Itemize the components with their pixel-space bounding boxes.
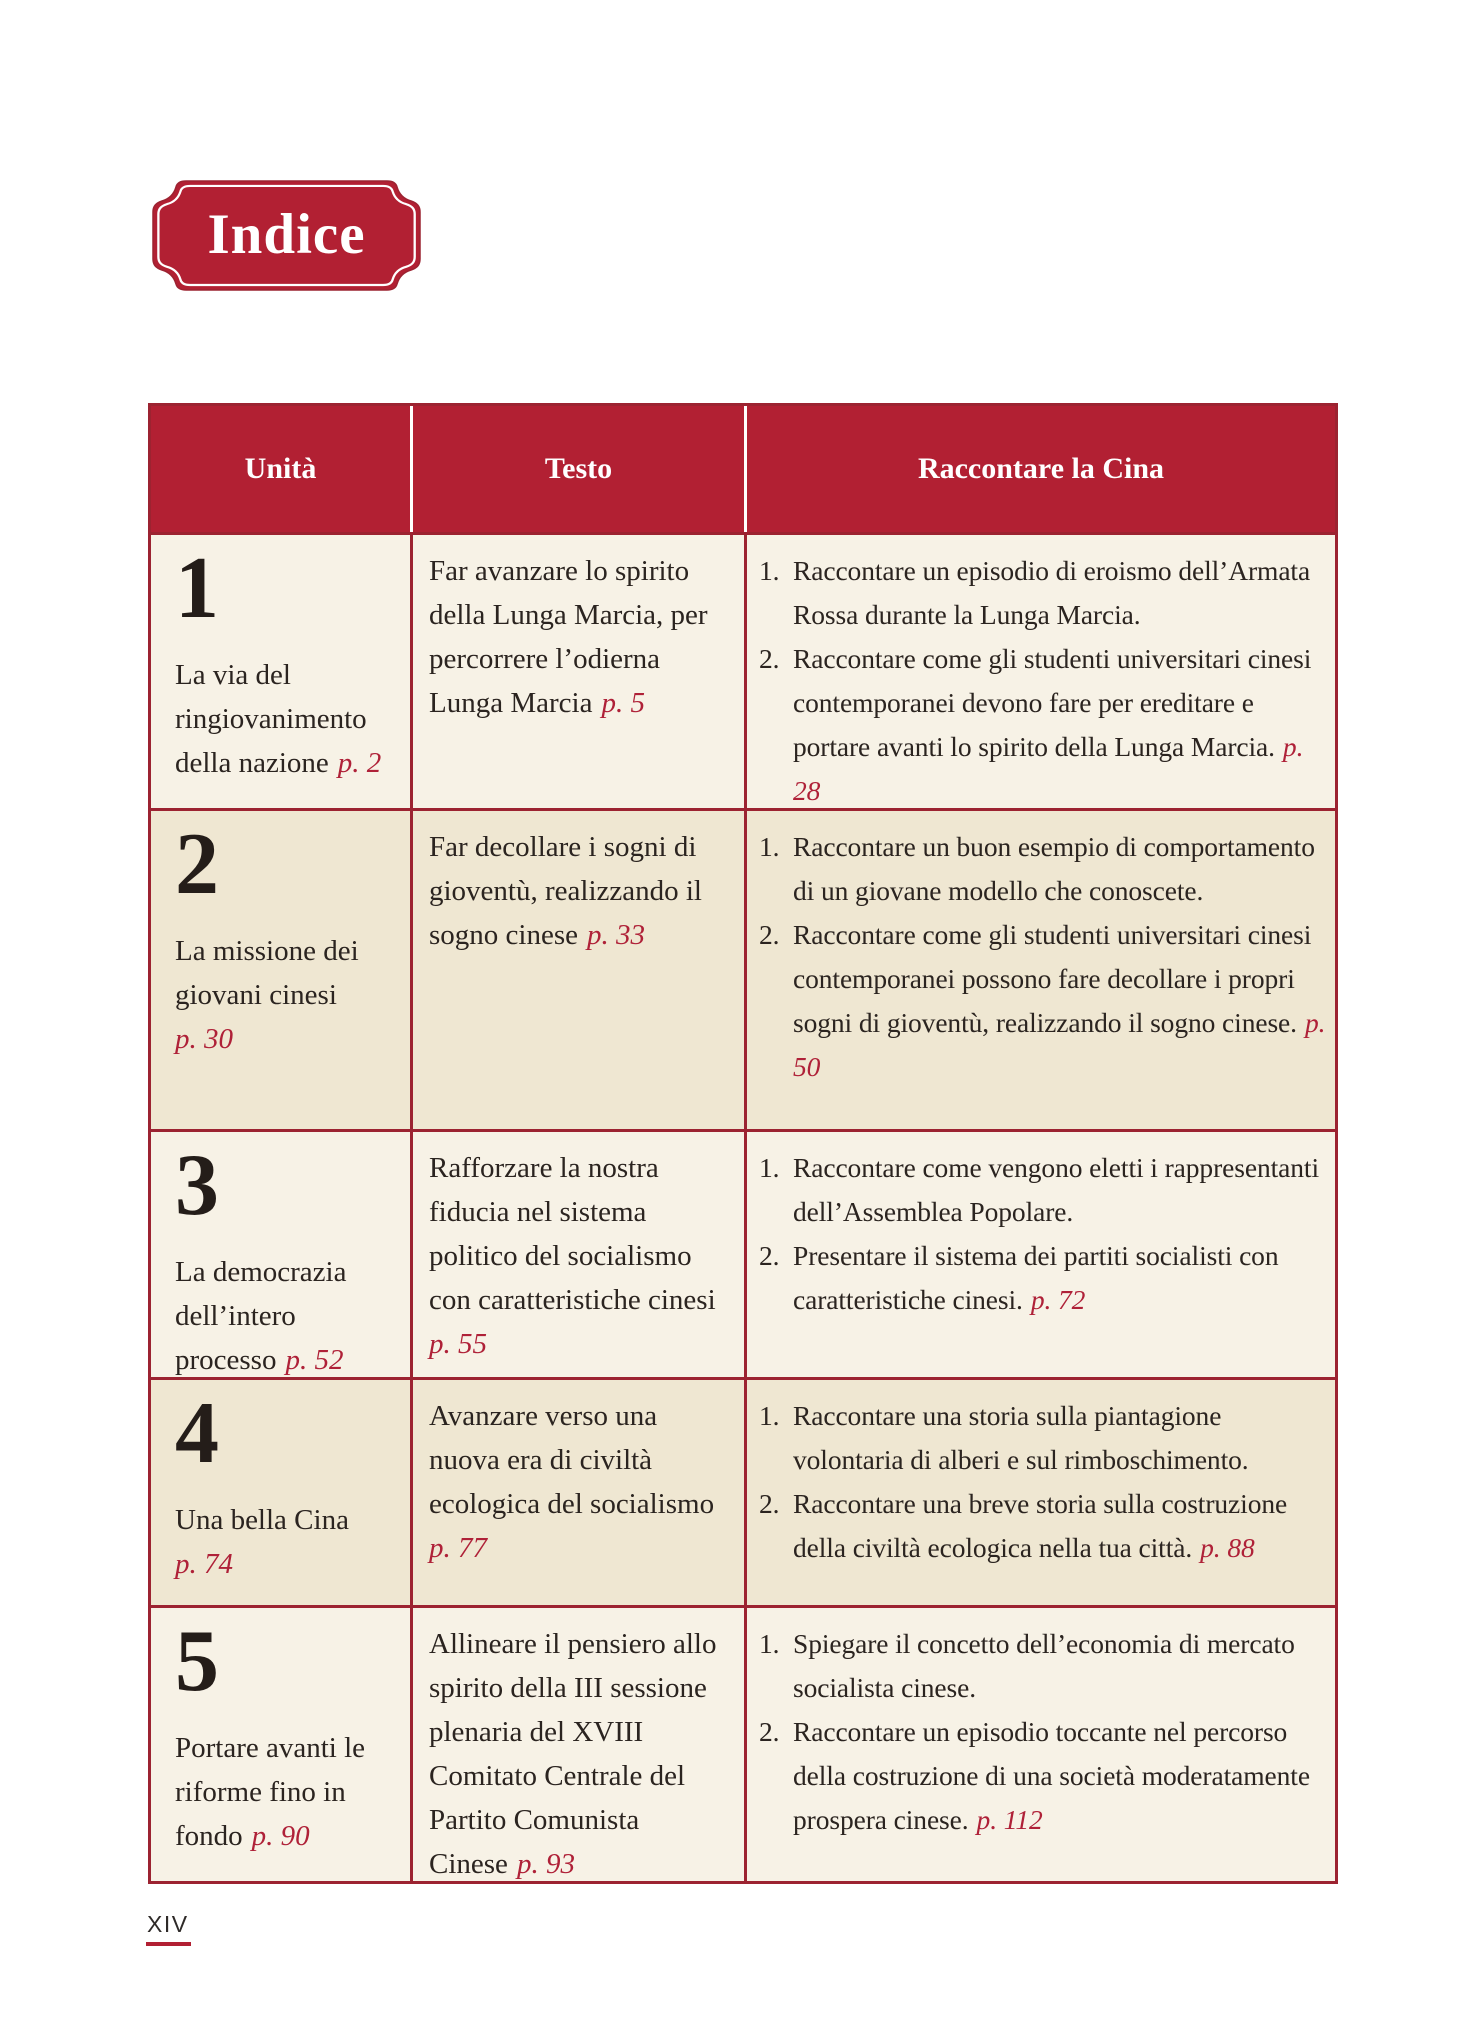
item-page-ref: p. 72 xyxy=(1030,1284,1086,1315)
item-text-content: Raccontare un buon esempio di comportamento di un giovane modello che conoscete. xyxy=(793,831,1315,906)
item-text xyxy=(793,1234,1329,1322)
list-item xyxy=(759,1394,1329,1482)
item-number: 1. xyxy=(759,555,780,586)
item-text xyxy=(793,1394,1329,1482)
item-number: 2. xyxy=(759,1716,780,1747)
testo-text: Allineare il pensiero allo spirito della III sessione plenaria del XVIII Comitato Centrale del Partito Comunista Cinese xyxy=(429,1628,717,1880)
item-number: 1. xyxy=(759,831,780,862)
item-text xyxy=(793,1482,1329,1570)
table-body xyxy=(151,532,1335,1881)
unit-page-ref: p. 90 xyxy=(251,1820,310,1852)
item-number: 2. xyxy=(759,919,780,950)
page-number: XIV xyxy=(146,1911,191,1946)
raccontare-cell xyxy=(744,1380,1335,1605)
column-header-unita: Unità xyxy=(244,452,317,485)
unit-title-text: Portare avanti le riforme fino in fondo xyxy=(175,1732,366,1852)
testo-text: Rafforzare la nostra fiducia nel sistema politico del socialismo con caratteristiche cinesi xyxy=(429,1152,716,1316)
item-number: 1. xyxy=(759,1400,780,1431)
item-text xyxy=(793,1622,1329,1710)
item-page-ref: p. 50 xyxy=(793,1007,1326,1082)
item-text-content: Raccontare una storia sulla piantagione volontaria di alberi e sul rimboschimento. xyxy=(793,1400,1249,1475)
item-text xyxy=(793,825,1329,913)
table-header-row xyxy=(151,406,1335,532)
unit-number: 1 xyxy=(175,540,219,637)
unit-title-text: La democrazia dell’intero processo xyxy=(175,1256,347,1376)
unit-title xyxy=(175,1498,400,1586)
indice-badge xyxy=(150,178,423,293)
unit-title-text: La missione dei giovani cinesi xyxy=(175,935,359,1011)
unit-title xyxy=(175,653,400,785)
indice-badge-label: Indice xyxy=(207,203,366,266)
item-text xyxy=(793,637,1329,808)
unit-number: 2 xyxy=(175,816,219,913)
testo-cell xyxy=(410,1608,744,1881)
item-number: 2. xyxy=(759,1240,780,1271)
list-item xyxy=(759,549,1329,637)
item-text xyxy=(793,549,1329,637)
testo-page-ref: p. 93 xyxy=(516,1848,575,1880)
unit-number: 3 xyxy=(175,1137,219,1234)
unit-title-text: Una bella Cina xyxy=(175,1504,349,1536)
table-row xyxy=(151,1129,1335,1377)
item-text xyxy=(793,1146,1329,1234)
testo-text: Avanzare verso una nuova era di civiltà ecologica del socialismo xyxy=(429,1400,715,1520)
unit-title-text: La via del ringiovanimento della nazione xyxy=(175,659,367,779)
column-header-testo: Testo xyxy=(410,406,744,532)
item-number: 2. xyxy=(759,1488,780,1519)
testo-text: Far decollare i sogni di gioventù, realizzando il sogno cinese xyxy=(429,831,702,951)
unit-number: 5 xyxy=(175,1613,219,1710)
item-text-content: Raccontare un episodio toccante nel percorso della costruzione di una società moderatamente prospera cinese. xyxy=(793,1716,1310,1835)
index-table xyxy=(148,403,1338,1884)
list-item xyxy=(759,1710,1329,1842)
table-row xyxy=(151,808,1335,1129)
list-item xyxy=(759,637,1329,808)
testo-page-ref: p. 33 xyxy=(587,919,645,951)
item-text xyxy=(793,1710,1329,1842)
unit-number: 4 xyxy=(175,1385,219,1482)
table-row xyxy=(151,1377,1335,1605)
item-text-content: Raccontare come vengono eletti i rappresentanti dell’Assemblea Popolare. xyxy=(793,1152,1319,1227)
unit-title xyxy=(175,1250,400,1377)
list-item xyxy=(759,825,1329,913)
raccontare-cell xyxy=(744,811,1335,1129)
item-page-ref: p. 28 xyxy=(793,731,1304,806)
testo-text: Far avanzare lo spirito della Lunga Marcia, per percorrere l’odierna Lunga Marcia xyxy=(429,555,708,719)
list-item xyxy=(759,913,1329,1089)
item-text-content: Presentare il sistema dei partiti socialisti con caratteristiche cinesi. xyxy=(793,1240,1279,1315)
unit-cell xyxy=(151,1380,410,1605)
unit-page-ref: p. 74 xyxy=(175,1548,233,1580)
testo-cell xyxy=(410,1380,744,1605)
item-page-ref: p. 112 xyxy=(976,1804,1043,1835)
unit-cell xyxy=(151,1132,410,1377)
item-text-content: Raccontare un episodio di eroismo dell’Armata Rossa durante la Lunga Marcia. xyxy=(793,555,1311,630)
list-item xyxy=(759,1622,1329,1710)
item-text-content: Spiegare il concetto dell’economia di mercato socialista cinese. xyxy=(793,1628,1295,1703)
testo-cell xyxy=(410,811,744,1129)
testo-page-ref: p. 77 xyxy=(429,1532,487,1564)
item-text-content: Raccontare come gli studenti universitari cinesi contemporanei possono fare decollare i propri sogni di gioventù, realizzando il sogno cinese. xyxy=(793,919,1312,1038)
item-number: 1. xyxy=(759,1628,780,1659)
list-item xyxy=(759,1234,1329,1322)
raccontare-cell xyxy=(744,1132,1335,1377)
testo-cell xyxy=(410,1132,744,1377)
unit-page-ref: p. 30 xyxy=(175,1023,233,1055)
item-number: 2. xyxy=(759,643,780,674)
unit-title xyxy=(175,1726,400,1858)
page-footer xyxy=(146,1911,191,1946)
testo-page-ref: p. 5 xyxy=(601,687,645,719)
item-text-content: Raccontare come gli studenti universitari cinesi contemporanei devono fare per ereditare e portare avanti lo spirito della Lunga Marcia. xyxy=(793,643,1312,762)
column-header-raccontare-la-cina: Raccontare la Cina xyxy=(744,406,1335,532)
list-item xyxy=(759,1482,1329,1570)
list-item xyxy=(759,1146,1329,1234)
testo-page-ref: p. 55 xyxy=(429,1328,487,1360)
item-page-ref: p. 88 xyxy=(1200,1532,1255,1563)
unit-page-ref: p. 2 xyxy=(337,747,382,779)
unit-title xyxy=(175,929,400,1061)
table-row xyxy=(151,532,1335,808)
testo-cell xyxy=(410,535,744,808)
unit-cell xyxy=(151,811,410,1129)
raccontare-cell xyxy=(744,535,1335,808)
unit-cell xyxy=(151,535,410,808)
unit-page-ref: p. 52 xyxy=(285,1344,344,1376)
item-text-content: Raccontare una breve storia sulla costruzione della civiltà ecologica nella tua città. xyxy=(793,1488,1288,1563)
item-number: 1. xyxy=(759,1152,780,1183)
table-row xyxy=(151,1605,1335,1881)
unit-cell xyxy=(151,1608,410,1881)
raccontare-cell xyxy=(744,1608,1335,1881)
item-text xyxy=(793,913,1329,1089)
